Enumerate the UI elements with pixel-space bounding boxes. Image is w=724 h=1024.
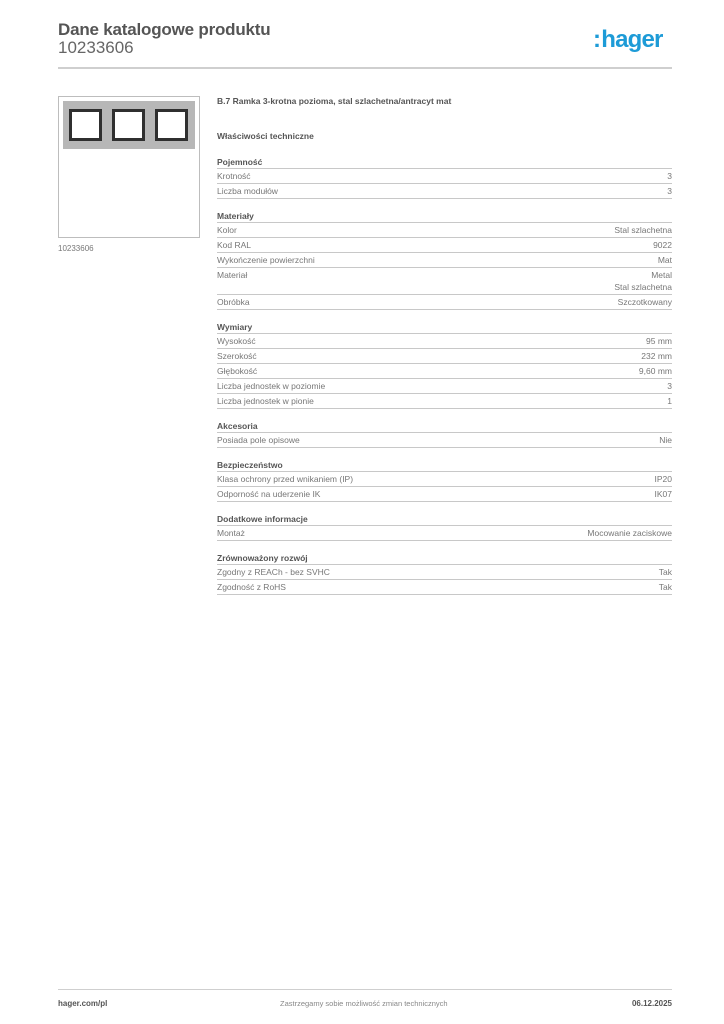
product-image — [58, 96, 200, 238]
spec-value: 3 — [667, 186, 672, 196]
spec-row — [217, 253, 672, 268]
footer-website-link[interactable]: hager.com/pl — [58, 999, 108, 1008]
spec-label: Wykończenie powierzchni — [217, 255, 315, 265]
group-title: Materiały — [217, 210, 672, 223]
spec-value: 9,60 mm — [638, 366, 672, 376]
footer-divider — [58, 989, 672, 990]
frame-plate — [63, 101, 195, 149]
spec-value: 1 — [667, 396, 672, 406]
spec-label: Zgodność z RoHS — [217, 582, 286, 592]
spec-row — [217, 526, 672, 541]
header-divider — [58, 67, 672, 69]
group-title: Bezpieczeństwo — [217, 459, 672, 472]
image-caption: 10233606 — [58, 244, 94, 253]
spec-value-line-1: Metal — [651, 270, 672, 280]
spec-label: Liczba jednostek w pionie — [217, 396, 314, 406]
spec-label: Posiada pole opisowe — [217, 435, 300, 445]
product-name: B.7 Ramka 3-krotna pozioma, stal szlachetna/antracyt mat — [217, 96, 452, 106]
spec-label: Kolor — [217, 225, 237, 235]
group-title: Akcesoria — [217, 420, 672, 433]
spec-label: Kod RAL — [217, 240, 252, 250]
spec-row — [217, 268, 672, 295]
spec-label: Głębokość — [217, 366, 258, 376]
spec-value: Stal szlachetna — [614, 225, 672, 235]
spec-row — [217, 238, 672, 253]
spec-label: Obróbka — [217, 297, 250, 307]
spec-row — [217, 295, 672, 310]
spec-value: Tak — [658, 582, 672, 592]
spec-label: Klasa ochrony przed wnikaniem (IP) — [217, 474, 354, 484]
spec-label: Wysokość — [217, 336, 256, 346]
spec-label: Montaż — [217, 528, 245, 538]
spec-row — [217, 169, 672, 184]
spec-value: Nie — [659, 435, 672, 445]
spec-value: Tak — [658, 567, 672, 577]
spec-row — [217, 364, 672, 379]
spec-row — [217, 565, 672, 580]
footer-disclaimer: Zastrzegamy sobie możliwość zmian technicznych — [280, 999, 448, 1008]
section-title: Właściwości techniczne — [217, 131, 314, 141]
spec-row — [217, 472, 672, 487]
spec-value: Mocowanie zaciskowe — [587, 528, 672, 538]
spec-value: IP20 — [654, 474, 672, 484]
spec-content — [217, 96, 672, 595]
group-safety — [217, 459, 672, 502]
group-materials — [217, 210, 672, 310]
spec-label: Liczba modułów — [217, 186, 278, 196]
spec-value: Szczotkowany — [617, 297, 672, 307]
spec-value: Mat — [657, 255, 672, 265]
spec-row — [217, 487, 672, 502]
group-capacity — [217, 156, 672, 199]
spec-row — [217, 334, 672, 349]
spec-row — [217, 349, 672, 364]
frame-window-1 — [69, 109, 102, 141]
group-accessories — [217, 420, 672, 448]
spec-value: 232 mm — [641, 351, 672, 361]
spec-label: Odporność na uderzenie IK — [217, 489, 321, 499]
spec-label: Materiał — [217, 270, 248, 280]
spec-row — [217, 379, 672, 394]
spec-label: Liczba jednostek w poziomie — [217, 381, 326, 391]
frame-window-3 — [155, 109, 188, 141]
group-title: Zrównoważony rozwój — [217, 552, 672, 565]
spec-row — [217, 223, 672, 238]
spec-value: 9022 — [653, 240, 672, 250]
group-title: Pojemność — [217, 156, 672, 169]
spec-row — [217, 184, 672, 199]
spec-row — [217, 580, 672, 595]
spec-value-multi — [614, 269, 672, 293]
spec-value: 95 mm — [646, 336, 672, 346]
spec-value-line-2: Stal szlachetna — [614, 282, 672, 292]
frame-window-2 — [112, 109, 145, 141]
page-title: Dane katalogowe produktu — [58, 20, 271, 39]
hager-logo — [593, 28, 663, 52]
product-number: 10233606 — [58, 38, 134, 57]
spec-row — [217, 433, 672, 448]
spec-value: 3 — [667, 381, 672, 391]
spec-label: Zgodny z REACh - bez SVHC — [217, 567, 330, 577]
group-additional-info — [217, 513, 672, 541]
spec-value: 3 — [667, 171, 672, 181]
group-sustainability — [217, 552, 672, 595]
spec-row — [217, 394, 672, 409]
spec-label: Krotność — [217, 171, 251, 181]
group-title: Dodatkowe informacje — [217, 513, 672, 526]
footer-date: 06.12.2025 — [631, 999, 672, 1008]
logo-text: hager — [601, 26, 663, 53]
spec-label: Szerokość — [217, 351, 257, 361]
group-dimensions — [217, 321, 672, 409]
logo-colon: : — [593, 26, 601, 53]
group-title: Wymiary — [217, 321, 672, 334]
spec-value: IK07 — [654, 489, 672, 499]
